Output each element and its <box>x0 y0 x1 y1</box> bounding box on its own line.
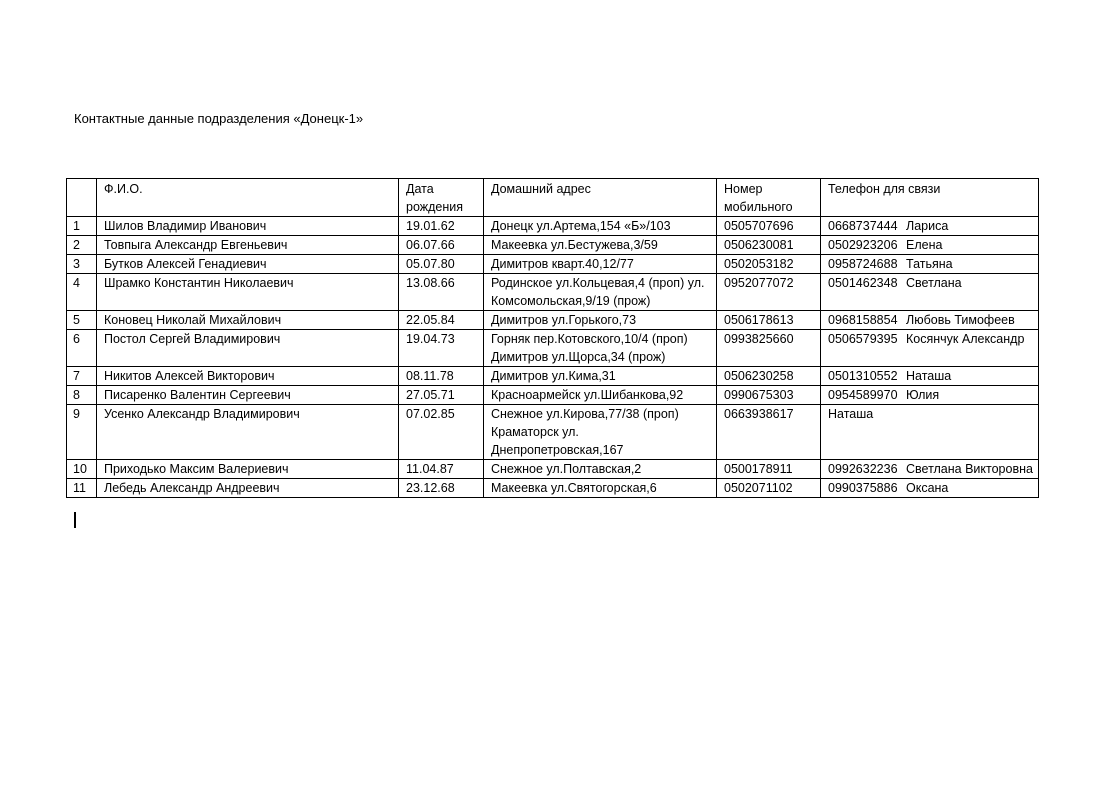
contact-phone: 0968158854 <box>828 313 898 327</box>
header-address: Домашний адрес <box>484 179 717 217</box>
cell-address: Снежное ул.Полтавская,2 <box>484 460 717 479</box>
cell-address: Снежное ул.Кирова,77/38 (проп) Краматорск ул. Днепропетровская,167 <box>484 405 717 460</box>
cell-contact <box>821 460 1039 479</box>
cell-name: Писаренко Валентин Сергеевич <box>97 386 399 405</box>
cell-address: Родинское ул.Кольцевая,4 (проп) ул. Комсомольская,9/19 (прож) <box>484 274 717 311</box>
cell-name: Лебедь Александр Андреевич <box>97 479 399 498</box>
contact-phone: 0506579395 <box>828 332 898 346</box>
cell-name: Постол Сергей Владимирович <box>97 330 399 367</box>
cell-address: Макеевка ул.Святогорская,6 <box>484 479 717 498</box>
cell-name: Приходько Максим Валериевич <box>97 460 399 479</box>
cell-dob: 23.12.68 <box>399 479 484 498</box>
table-row <box>67 386 1039 405</box>
cell-contact <box>821 330 1039 367</box>
cell-mobile: 0993825660 <box>717 330 821 367</box>
contacts-table <box>66 178 1039 498</box>
cell-address: Горняк пер.Котовского,10/4 (проп) Димитров ул.Щорса,34 (прож) <box>484 330 717 367</box>
cell-name: Никитов Алексей Викторович <box>97 367 399 386</box>
cell-num: 3 <box>67 255 97 274</box>
cell-contact <box>821 236 1039 255</box>
contact-phone: 0990375886 <box>828 481 898 495</box>
contact-name: Татьяна <box>906 257 953 271</box>
cell-contact <box>821 386 1039 405</box>
cell-dob: 06.07.66 <box>399 236 484 255</box>
table-row <box>67 479 1039 498</box>
cell-address: Донецк ул.Артема,154 «Б»/103 <box>484 217 717 236</box>
contact-phone: 0954589970 <box>828 388 898 402</box>
cell-address: Красноармейск ул.Шибанкова,92 <box>484 386 717 405</box>
cell-dob: 08.11.78 <box>399 367 484 386</box>
cell-num: 9 <box>67 405 97 460</box>
contact-name: Наташа <box>906 369 952 383</box>
table-row <box>67 255 1039 274</box>
cell-num: 4 <box>67 274 97 311</box>
cell-name: Шилов Владимир Иванович <box>97 217 399 236</box>
contact-phone: 0501462348 <box>828 276 898 290</box>
cell-mobile: 0506230081 <box>717 236 821 255</box>
cell-num: 10 <box>67 460 97 479</box>
contact-name: Светлана Викторовна <box>906 462 1033 476</box>
cell-contact <box>821 274 1039 311</box>
cell-mobile: 0990675303 <box>717 386 821 405</box>
table-row <box>67 367 1039 386</box>
cell-mobile: 0663938617 <box>717 405 821 460</box>
cell-num: 5 <box>67 311 97 330</box>
header-contact: Телефон для связи <box>821 179 1039 217</box>
contact-name: Юлия <box>906 388 940 402</box>
cell-num: 6 <box>67 330 97 367</box>
table-row <box>67 217 1039 236</box>
cell-name: Шрамко Константин Николаевич <box>97 274 399 311</box>
contact-name: Оксана <box>906 481 949 495</box>
table-row <box>67 460 1039 479</box>
text-cursor <box>74 512 76 528</box>
table-row <box>67 405 1039 460</box>
document-title: Контактные данные подразделения «Донецк-1» <box>74 111 364 126</box>
contact-phone: 0992632236 <box>828 462 898 476</box>
cell-mobile: 0506178613 <box>717 311 821 330</box>
cell-mobile: 0502071102 <box>717 479 821 498</box>
cell-address: Димитров ул.Кима,31 <box>484 367 717 386</box>
cell-num: 1 <box>67 217 97 236</box>
contact-name: Светлана <box>906 276 962 290</box>
contact-name: Любовь Тимофеев <box>906 313 1015 327</box>
header-name: Ф.И.О. <box>97 179 399 217</box>
cell-dob: 19.04.73 <box>399 330 484 367</box>
cell-mobile: 0506230258 <box>717 367 821 386</box>
contact-name: Лариса <box>906 219 949 233</box>
cell-address: Димитров кварт.40,12/77 <box>484 255 717 274</box>
cell-mobile: 0502053182 <box>717 255 821 274</box>
cell-dob: 07.02.85 <box>399 405 484 460</box>
cell-contact <box>821 311 1039 330</box>
cell-contact <box>821 479 1039 498</box>
cell-num: 11 <box>67 479 97 498</box>
cell-dob: 27.05.71 <box>399 386 484 405</box>
table-row <box>67 311 1039 330</box>
cell-contact <box>821 367 1039 386</box>
cell-dob: 22.05.84 <box>399 311 484 330</box>
cell-mobile: 0505707696 <box>717 217 821 236</box>
contact-name: Елена <box>906 238 943 252</box>
cell-dob: 11.04.87 <box>399 460 484 479</box>
table-row <box>67 236 1039 255</box>
cell-contact <box>821 255 1039 274</box>
cell-name: Бутков Алексей Генадиевич <box>97 255 399 274</box>
cell-address: Димитров ул.Горького,73 <box>484 311 717 330</box>
table-header-row <box>67 179 1039 217</box>
contact-name: Косянчук Александр <box>906 332 1025 346</box>
cell-contact <box>821 217 1039 236</box>
table-row <box>67 330 1039 367</box>
table-row <box>67 274 1039 311</box>
header-dob: Дата рождения <box>399 179 484 217</box>
cell-address: Макеевка ул.Бестужева,3/59 <box>484 236 717 255</box>
header-num <box>67 179 97 217</box>
contact-phone: 0958724688 <box>828 257 898 271</box>
cell-mobile: 0952077072 <box>717 274 821 311</box>
cell-dob: 13.08.66 <box>399 274 484 311</box>
cell-num: 8 <box>67 386 97 405</box>
header-mobile: Номер мобильного <box>717 179 821 217</box>
cell-name: Товпыга Александр Евгеньевич <box>97 236 399 255</box>
cell-dob: 05.07.80 <box>399 255 484 274</box>
contact-phone: 0502923206 <box>828 238 898 252</box>
contact-phone: 0668737444 <box>828 219 898 233</box>
cell-dob: 19.01.62 <box>399 217 484 236</box>
contact-phone: 0501310552 <box>828 369 898 383</box>
cell-name: Усенко Александр Владимирович <box>97 405 399 460</box>
cell-num: 2 <box>67 236 97 255</box>
cell-num: 7 <box>67 367 97 386</box>
cell-name: Коновец Николай Михайлович <box>97 311 399 330</box>
contact-name: Наташа <box>828 407 874 421</box>
cell-mobile: 0500178911 <box>717 460 821 479</box>
cell-contact <box>821 405 1039 460</box>
